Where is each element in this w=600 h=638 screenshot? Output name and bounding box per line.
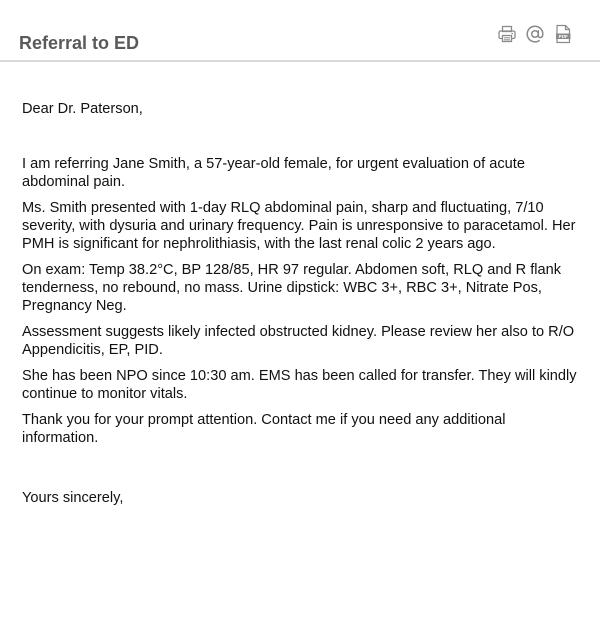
letter-body [22,100,582,507]
letter-salutation: Dear Dr. Paterson, [22,101,143,117]
pdf-label: PDF [558,34,568,39]
toolbar [497,24,573,44]
letter-paragraph: Assessment suggests likely infected obstructed kidney. Please review her also to R/O Appendicitis, EP, PID. [22,324,575,358]
email-at-icon [525,24,545,44]
pdf-icon [553,24,573,44]
page-title: Referral to ED [19,33,140,53]
pdf-button[interactable] [553,24,573,44]
print-icon [497,24,517,44]
letter-paragraph: On exam: Temp 38.2°C, BP 128/85, HR 97 regular. Abdomen soft, RLQ and R flank tenderness, no rebound, no mass. Urine dipstick: WBC 3+, RBC 3+, Nitrate Pos, Pregnancy Neg. [22,262,562,314]
letter-paragraph: Thank you for your prompt attention. Contact me if you need any additional information. [22,412,506,446]
letter-paragraph: She has been NPO since 10:30 am. EMS has been called for transfer. They will kindly continue to monitor vitals. [22,368,577,402]
email-button[interactable] [525,24,545,44]
letter-paragraph: I am referring Jane Smith, a 57-year-old female, for urgent evaluation of acute abdominal pain. [22,156,525,190]
header-bar [0,0,600,62]
print-button[interactable] [497,24,517,44]
letter-paragraph: Ms. Smith presented with 1-day RLQ abdominal pain, sharp and fluctuating, 7/10 severity, with dysuria and urinary frequency. Pain is unresponsive to paracetamol. Her PMH is significant for nephrolithiasis, with the last renal colic 2 years ago. [22,200,576,252]
letter-closing: Yours sincerely, [22,490,124,506]
